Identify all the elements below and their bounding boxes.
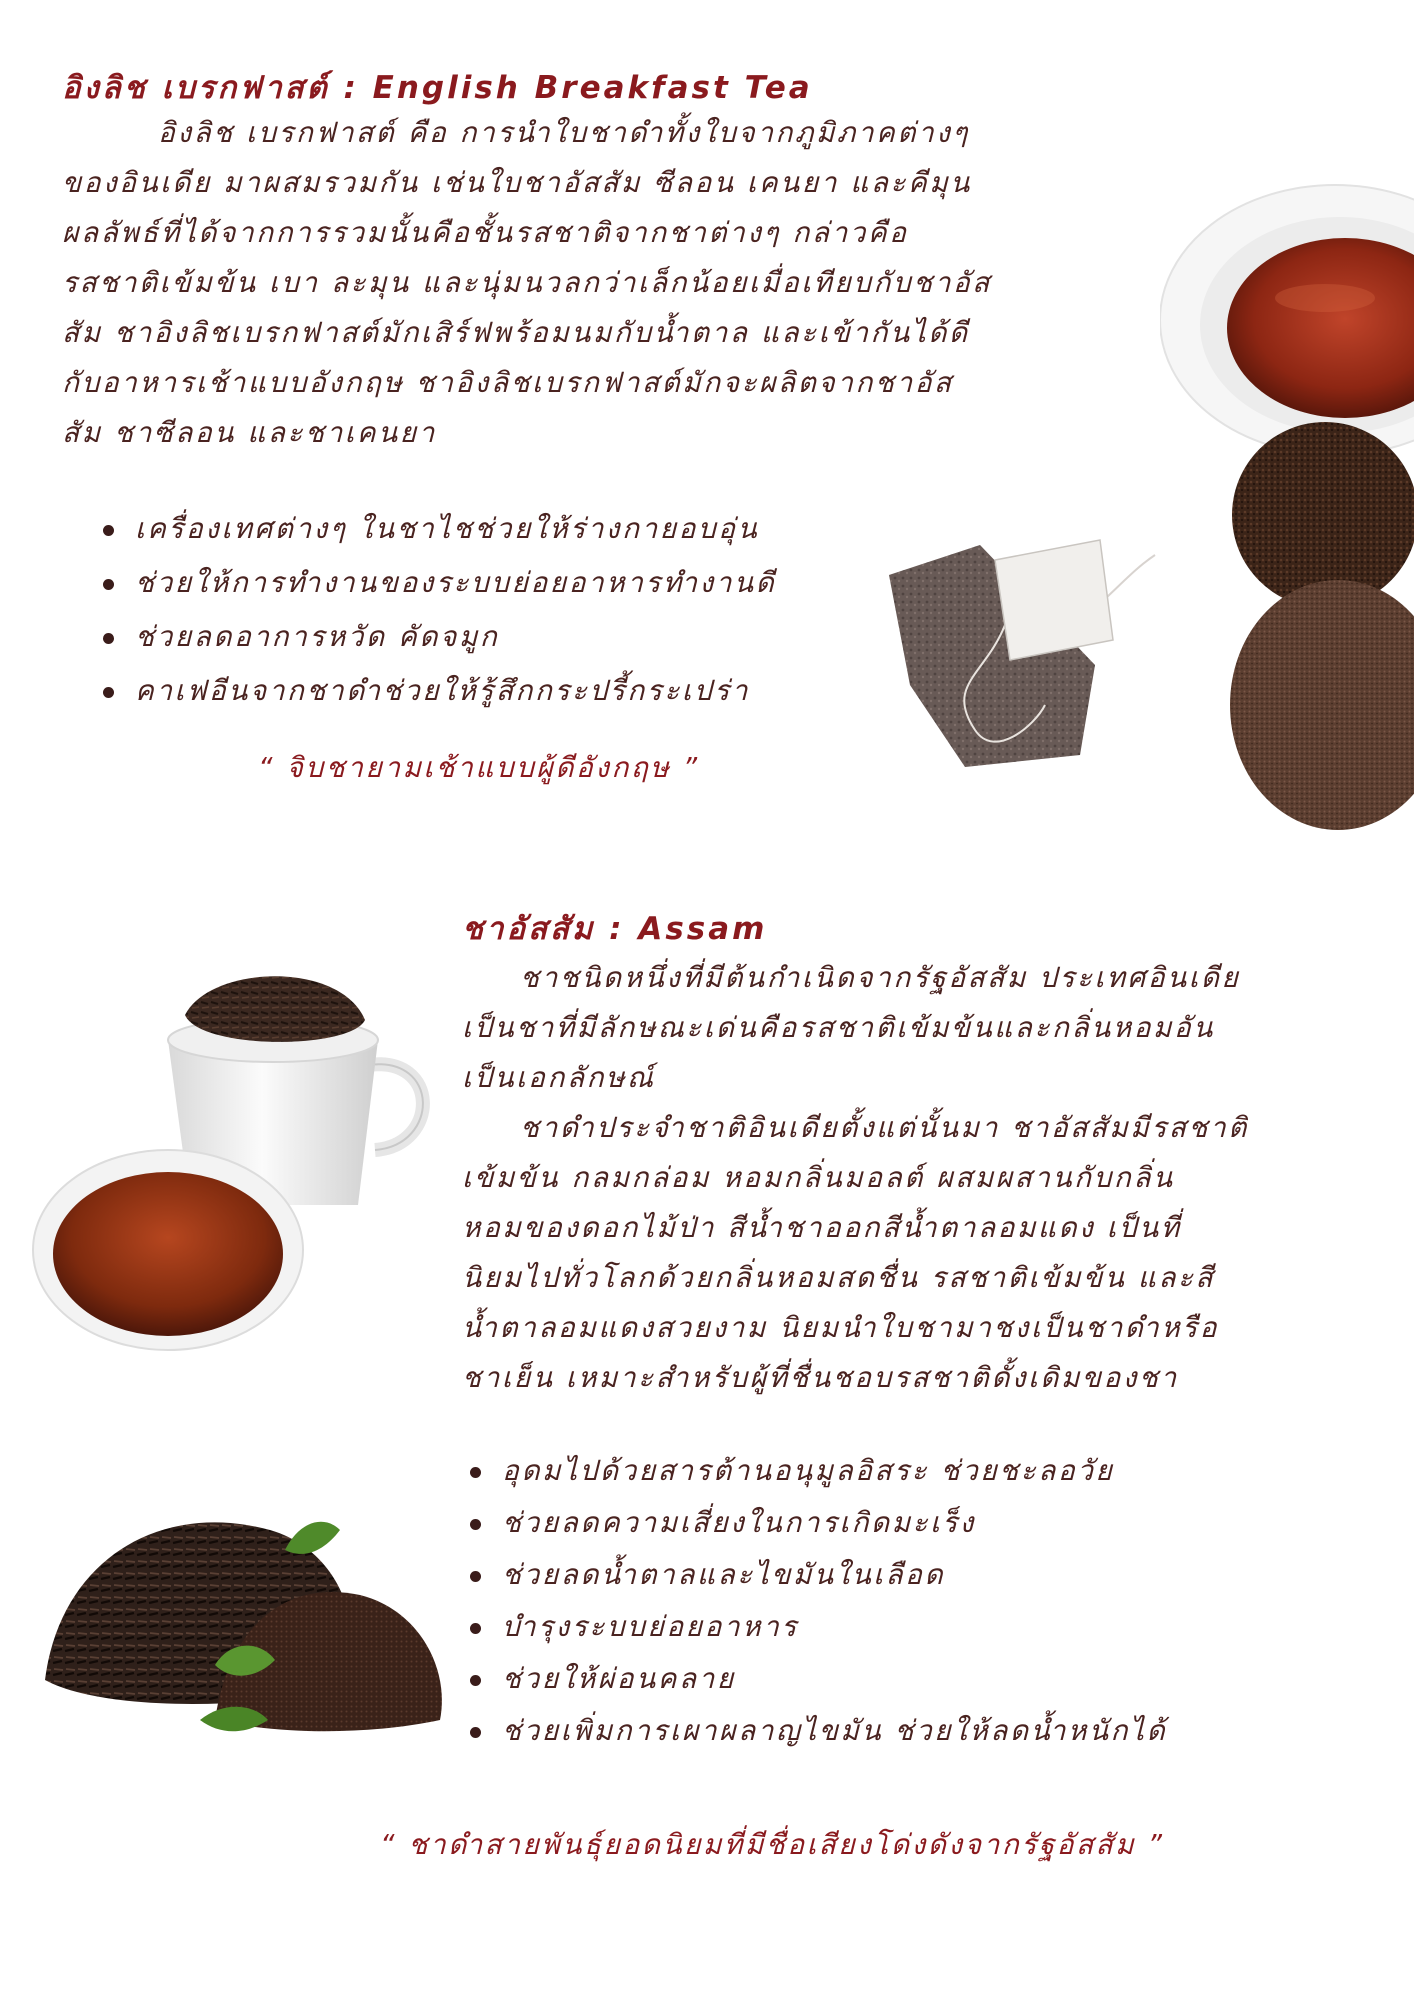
english-breakfast-quote: “ จิบชายามเช้าแบบผู้ดีอังกฤษ ” bbox=[258, 751, 700, 784]
assam-heading: ชาอัสสัม : Assam bbox=[462, 911, 768, 947]
bullet-icon bbox=[470, 1519, 481, 1530]
paragraph-line: รสชาติเข้มข้น เบา ละมุน และนุ่มนวลกว่าเล็กน้อยเมื่อเทียบกับชาอัส bbox=[62, 266, 992, 299]
paragraph-line: หอมของดอกไม้ป่า สีน้ำชาออกสีน้ำตาลอมแดง เป็นที่ bbox=[462, 1211, 1182, 1244]
bullet-icon bbox=[103, 579, 114, 590]
paragraph-line: เข้มข้น กลมกล่อม หอมกลิ่นมอลต์ ผสมผสานกับกลิ่น bbox=[462, 1161, 1175, 1194]
tea-bag-icon bbox=[885, 535, 1185, 775]
assam-benefits bbox=[462, 1445, 1167, 1757]
benefit-text: อุดมไปด้วยสารต้านอนุมูลอิสระ ช่วยชะลอวัย bbox=[502, 1454, 1115, 1487]
paragraph-line: เป็นชาที่มีลักษณะเด่นคือรสชาติเข้มข้นและกลิ่นหอมอัน bbox=[462, 1011, 1215, 1044]
benefit-item bbox=[95, 502, 776, 556]
paragraph-line: ชาเย็น เหมาะสำหรับผู้ที่ชื่นชอบรสชาติดั้งเดิมของชา bbox=[462, 1361, 1179, 1394]
bullet-icon bbox=[470, 1727, 481, 1738]
benefit-item bbox=[462, 1601, 1167, 1653]
english-breakfast-benefits bbox=[95, 502, 776, 718]
paragraph-line: กับอาหารเช้าแบบอังกฤษ ชาอิงลิชเบรกฟาสต์มักจะผลิตจากชาอัส bbox=[62, 366, 954, 399]
tea-leaves-icon bbox=[40, 1480, 460, 1740]
assam-paragraph-2 bbox=[462, 1103, 1402, 1403]
paragraph-line: เป็นเอกลักษณ์ bbox=[462, 1061, 656, 1094]
bullet-icon bbox=[470, 1571, 481, 1582]
paragraph-line: ชาชนิดหนึ่งที่มีต้นกำเนิดจากรัฐอัสสัม ประเทศอินเดีย bbox=[520, 961, 1241, 994]
english-breakfast-paragraph bbox=[62, 108, 1162, 458]
benefit-text: ช่วยลดความเสี่ยงในการเกิดมะเร็ง bbox=[502, 1506, 976, 1539]
bullet-icon bbox=[103, 687, 114, 698]
benefit-text: ช่วยเพิ่มการเผาผลาญไขมัน ช่วยให้ลดน้ำหนักได้ bbox=[502, 1714, 1168, 1747]
paragraph-line: ชาดำประจำชาติอินเดียตั้งแต่นั้นมา ชาอัสสัมมีรสชาติ bbox=[520, 1111, 1249, 1144]
benefit-item bbox=[95, 556, 776, 610]
paragraph-line: นิยมไปทั่วโลกด้วยกลิ่นหอมสดชื่น รสชาติเข้มข้น และสี bbox=[462, 1261, 1216, 1294]
paragraph-line: สัม ชาอิงลิชเบรกฟาสต์มักเสิร์ฟพร้อมนมกับน้ำตาล และเข้ากันได้ดี bbox=[62, 316, 970, 349]
benefit-text: เครื่องเทศต่างๆ ในชาไชช่วยให้ร่างกายอบอุ่น bbox=[135, 512, 760, 545]
benefit-item bbox=[462, 1653, 1167, 1705]
assam-quote: “ ชาดำสายพันธุ์ยอดนิยมที่มีชื่อเสียงโด่งดังจากรัฐอัสสัม ” bbox=[380, 1828, 1165, 1861]
bullet-icon bbox=[103, 525, 114, 536]
paragraph-line: ของอินเดีย มาผสมรวมกัน เช่นใบชาอัสสัม ซีลอน เคนยา และคีมุน bbox=[62, 166, 972, 199]
benefit-item bbox=[95, 610, 776, 664]
bullet-icon bbox=[470, 1467, 481, 1478]
benefit-text: ช่วยลดอาการหวัด คัดจมูก bbox=[135, 620, 500, 653]
tea-powder-icon bbox=[1228, 575, 1414, 840]
paragraph-line: สัม ชาซีลอน และชาเคนยา bbox=[62, 416, 437, 449]
bullet-icon bbox=[470, 1675, 481, 1686]
paragraph-line: ผลลัพธ์ที่ได้จากการรวมนั้นคือชั้นรสชาติจากชาต่างๆ กล่าวคือ bbox=[62, 216, 909, 249]
benefit-text: ช่วยลดน้ำตาลและไขมันในเลือด bbox=[502, 1558, 946, 1591]
benefit-item bbox=[462, 1497, 1167, 1549]
assam-paragraph-1 bbox=[462, 953, 1402, 1103]
benefit-item bbox=[462, 1445, 1167, 1497]
bullet-icon bbox=[470, 1623, 481, 1634]
paragraph-line: น้ำตาลอมแดงสวยงาม นิยมนำใบชามาชงเป็นชาดำหรือ bbox=[462, 1311, 1219, 1344]
benefit-text: บำรุงระบบย่อยอาหาร bbox=[502, 1610, 799, 1643]
benefit-text: ช่วยให้การทำงานของระบบย่อยอาหารทำงานดี bbox=[135, 566, 777, 599]
benefit-text: ช่วยให้ผ่อนคลาย bbox=[502, 1662, 736, 1695]
benefit-text: คาเฟอีนจากชาดำช่วยให้รู้สึกกระปรี้กระเปร่า bbox=[135, 674, 750, 707]
english-breakfast-heading: อิงลิช เบรกฟาสต์ : English Breakfast Tea bbox=[62, 70, 813, 106]
teacup-icon bbox=[28, 1140, 308, 1400]
benefit-item bbox=[462, 1705, 1167, 1757]
bullet-icon bbox=[103, 633, 114, 644]
benefit-item bbox=[95, 664, 776, 718]
paragraph-line: อิงลิช เบรกฟาสต์ คือ การนำใบชาดำทั้งใบจากภูมิภาคต่างๆ bbox=[158, 116, 970, 149]
benefit-item bbox=[462, 1549, 1167, 1601]
